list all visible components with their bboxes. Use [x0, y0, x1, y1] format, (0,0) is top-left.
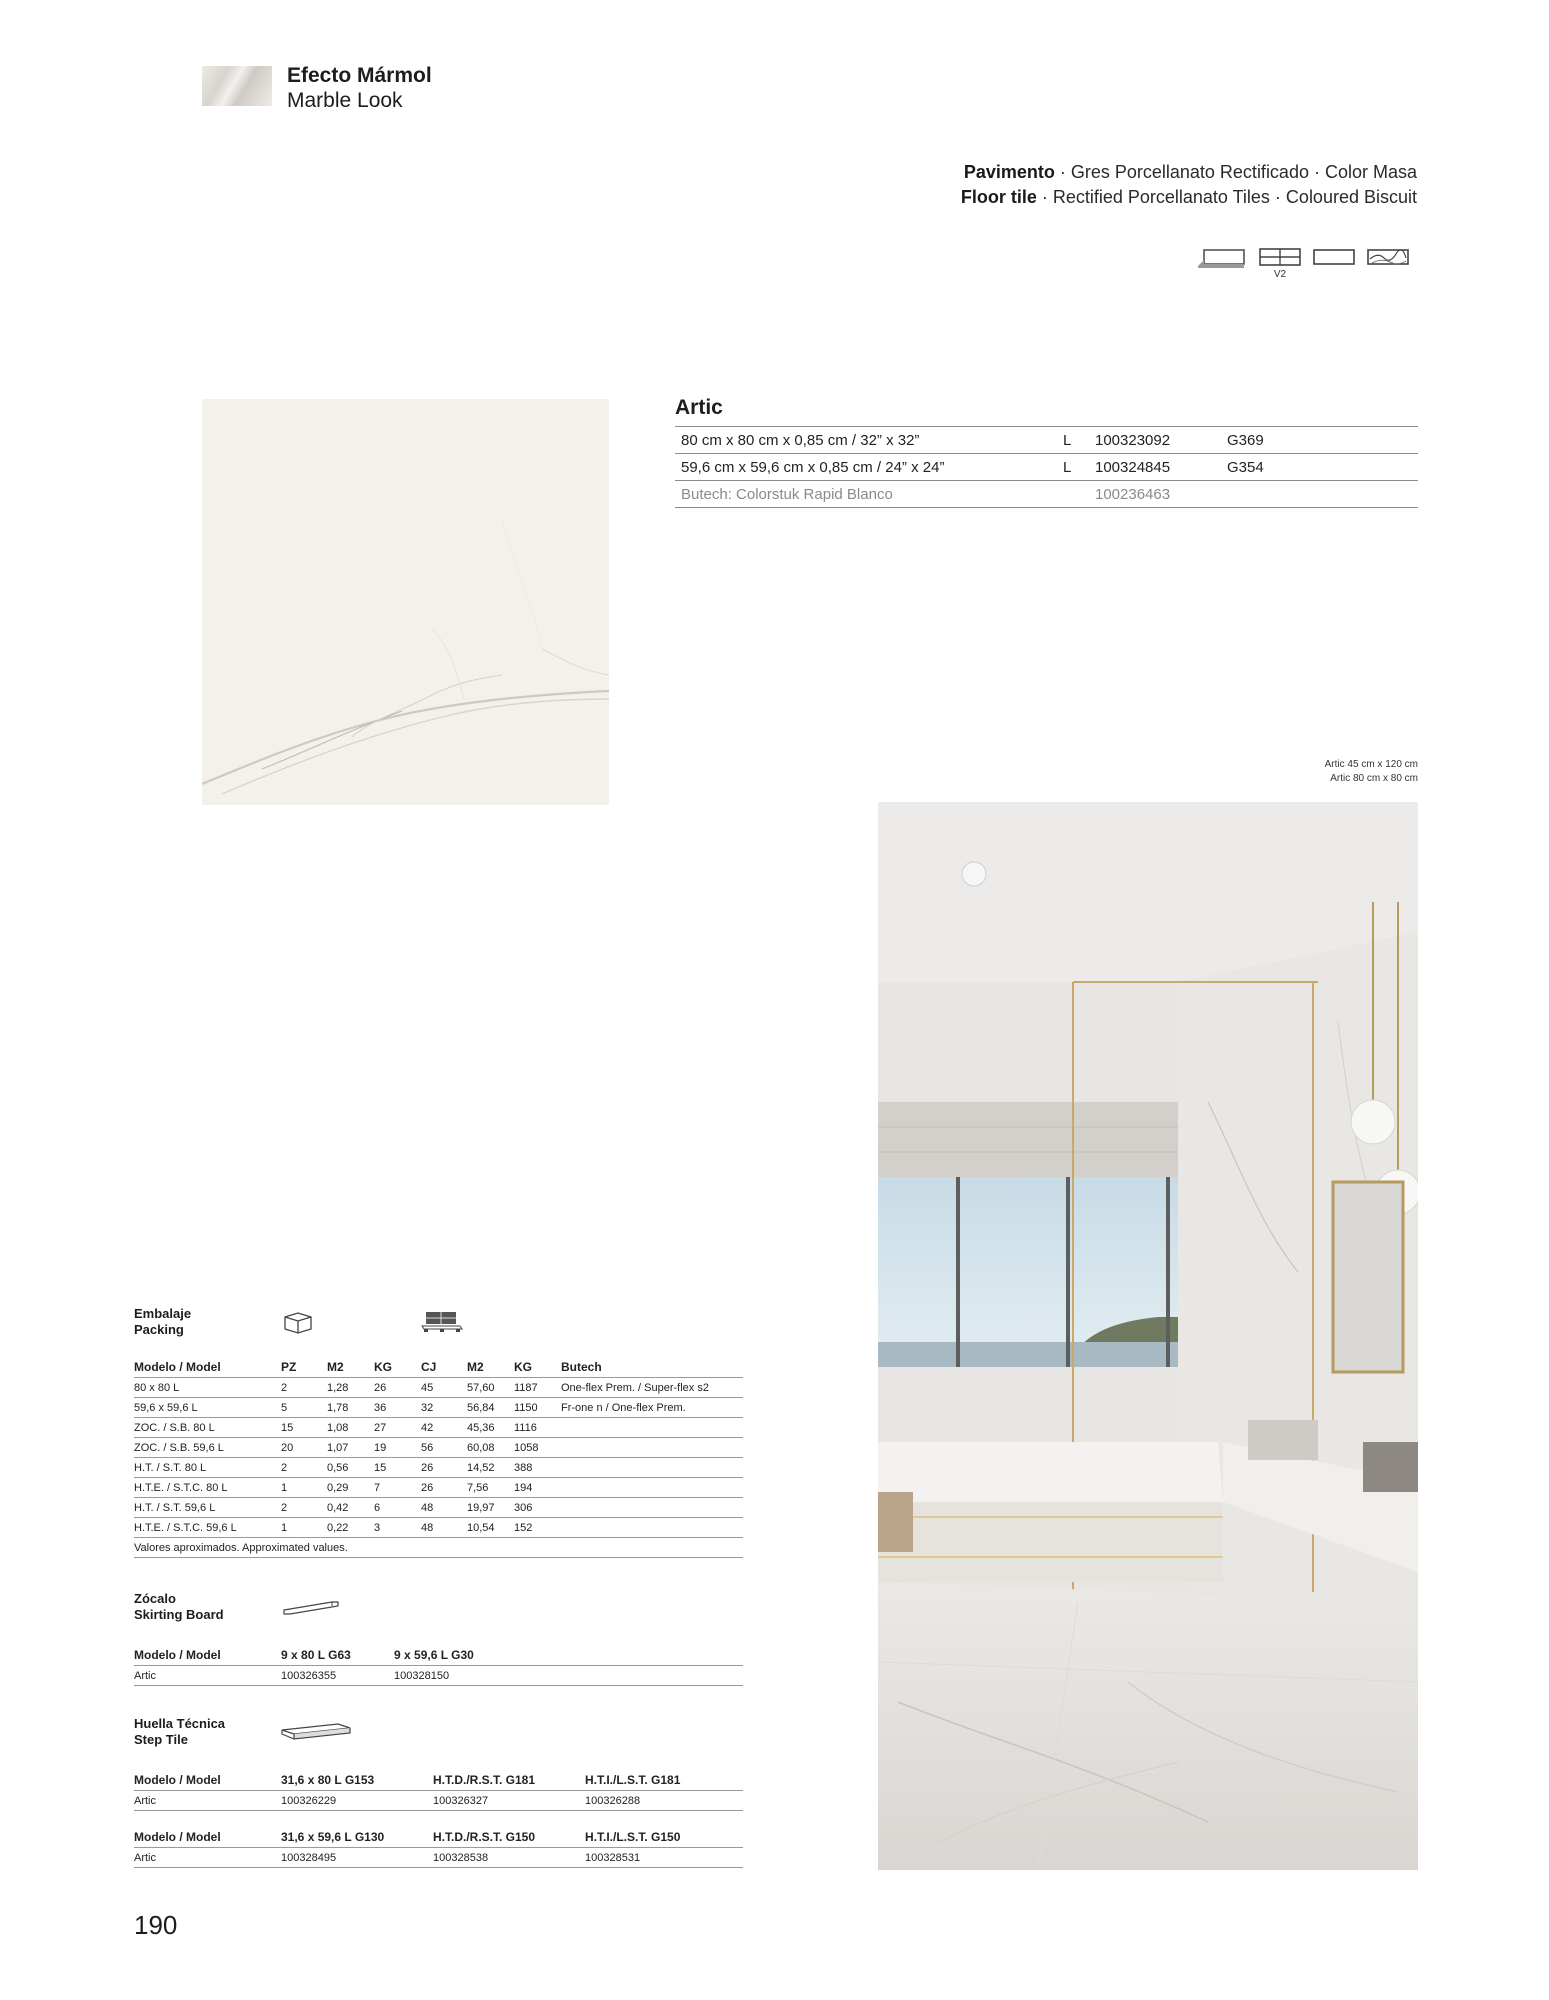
value-cell: 56,84: [467, 1398, 514, 1418]
value-cell: 42: [421, 1418, 467, 1438]
table-row: [134, 1378, 743, 1398]
value-cell: 2: [281, 1458, 327, 1478]
value-cell: 57,60: [467, 1378, 514, 1398]
format-code: 100323092: [1089, 427, 1221, 454]
value-cell: 1116: [514, 1418, 561, 1438]
value-cell: [561, 1418, 743, 1438]
col-header: H.T.D./R.S.T. G150: [433, 1830, 536, 1844]
table-row: [134, 1418, 743, 1438]
value-cell: 15: [374, 1458, 421, 1478]
value-cell: 1058: [514, 1438, 561, 1458]
col-header: KG: [374, 1360, 392, 1374]
step-tile-table-59: [134, 1827, 743, 1868]
value-cell: 56: [421, 1438, 467, 1458]
table-row: [134, 1791, 743, 1811]
value-cell: 32: [421, 1398, 467, 1418]
value-cell: 60,08: [467, 1438, 514, 1458]
table-row: [675, 427, 1418, 454]
value-cell: [561, 1438, 743, 1458]
format-group: [1221, 481, 1418, 508]
step-tile-table-80: [134, 1770, 743, 1811]
value-cell: 2: [281, 1498, 327, 1518]
section-title: [287, 63, 432, 113]
packing-label: [134, 1306, 191, 1338]
skirting-table: [134, 1645, 743, 1686]
col-header: H.T.I./L.S.T. G150: [585, 1830, 681, 1844]
step-tile-label-en: Step Tile: [134, 1732, 188, 1747]
box-icon: [282, 1310, 314, 1334]
value-cell: 3: [374, 1518, 421, 1538]
photo-caption-line: Artic 80 cm x 80 cm: [1330, 773, 1418, 784]
col-header: PZ: [281, 1360, 297, 1374]
value-cell: 1: [281, 1518, 327, 1538]
table-header-row: [134, 1357, 743, 1378]
skirting-label-es: Zócalo: [134, 1591, 176, 1606]
value-cell: One-flex Prem. / Super-flex s2: [561, 1378, 743, 1398]
value-cell: 1,07: [327, 1438, 374, 1458]
table-header-row: [134, 1770, 743, 1791]
model-cell: Artic: [134, 1848, 281, 1868]
grout-product: Butech: Colorstuk Rapid Blanco: [675, 481, 1057, 508]
pallet-icon: [420, 1308, 464, 1334]
grout-code: 100236463: [1089, 481, 1221, 508]
section-title-en: Marble Look: [287, 89, 403, 112]
value-cell: 1150: [514, 1398, 561, 1418]
photo-caption-line: Artic 45 cm x 120 cm: [1324, 759, 1418, 770]
model-cell: Artic: [134, 1791, 281, 1811]
code-cell: 100328531: [585, 1848, 743, 1868]
format-finish: [1057, 481, 1089, 508]
approx-values-note: Valores aproximados. Approximated values.: [134, 1538, 743, 1558]
product-format-table: [675, 426, 1418, 508]
code-cell: 100328150: [394, 1666, 743, 1686]
col-header: Modelo / Model: [134, 1648, 221, 1662]
format-group: G369: [1221, 427, 1418, 454]
value-cell: 152: [514, 1518, 561, 1538]
table-row: [134, 1848, 743, 1868]
product-title: Artic: [675, 396, 723, 419]
table-row: [134, 1458, 743, 1478]
col-header: M2: [467, 1360, 484, 1374]
model-cell: H.T. / S.T. 80 L: [134, 1458, 281, 1478]
col-header: 9 x 59,6 L G30: [394, 1648, 474, 1662]
table-row: [134, 1666, 743, 1686]
value-cell: 1,78: [327, 1398, 374, 1418]
col-header: M2: [327, 1360, 344, 1374]
model-cell: ZOC. / S.B. 59,6 L: [134, 1438, 281, 1458]
model-cell: 80 x 80 L: [134, 1378, 281, 1398]
packing-label-en: Packing: [134, 1322, 184, 1337]
value-cell: 10,54: [467, 1518, 514, 1538]
col-header: CJ: [421, 1360, 437, 1374]
table-row: [134, 1498, 743, 1518]
value-cell: [561, 1498, 743, 1518]
format-size: 59,6 cm x 59,6 cm x 0,85 cm / 24” x 24”: [675, 454, 1057, 481]
value-cell: 15: [281, 1418, 327, 1438]
table-row: [134, 1398, 743, 1418]
rectified-edge-icon: [1198, 250, 1244, 268]
value-cell: 45,36: [467, 1418, 514, 1438]
col-header: 9 x 80 L G63: [281, 1648, 351, 1662]
value-cell: 5: [281, 1398, 327, 1418]
value-cell: 45: [421, 1378, 467, 1398]
model-cell: Artic: [134, 1666, 281, 1686]
marble-veining-icon: [1368, 250, 1408, 264]
model-cell: ZOC. / S.B. 80 L: [134, 1418, 281, 1438]
value-cell: 1,08: [327, 1418, 374, 1438]
model-cell: H.T. / S.T. 59,6 L: [134, 1498, 281, 1518]
table-row: [134, 1438, 743, 1458]
value-cell: 26: [374, 1378, 421, 1398]
model-cell: H.T.E. / S.T.C. 80 L: [134, 1478, 281, 1498]
floor-desc-bold-en: Floor tile: [960, 187, 1037, 207]
format-size: 80 cm x 80 cm x 0,85 cm / 32” x 32”: [675, 427, 1057, 454]
floor-tile-description: [961, 160, 1417, 210]
model-cell: 59,6 x 59,6 L: [134, 1398, 281, 1418]
value-cell: 7: [374, 1478, 421, 1498]
col-header: H.T.D./R.S.T. G181: [433, 1773, 536, 1787]
packing-body: [134, 1378, 743, 1538]
table-header-row: [134, 1827, 743, 1848]
value-cell: 19: [374, 1438, 421, 1458]
col-header: 31,6 x 80 L G153: [281, 1773, 375, 1787]
value-cell: 7,56: [467, 1478, 514, 1498]
value-cell: 26: [421, 1458, 467, 1478]
code-cell: 100326288: [585, 1791, 743, 1811]
value-cell: 19,97: [467, 1498, 514, 1518]
code-cell: 100328538: [433, 1848, 585, 1868]
col-header: Modelo / Model: [134, 1830, 221, 1844]
col-header: Modelo / Model: [134, 1360, 221, 1374]
through-body-icon: [1314, 250, 1354, 264]
skirting-board-icon: [282, 1598, 340, 1616]
value-cell: 0,56: [327, 1458, 374, 1478]
value-cell: 6: [374, 1498, 421, 1518]
step-tile-label-es: Huella Técnica: [134, 1716, 226, 1731]
col-header: H.T.I./L.S.T. G181: [585, 1773, 681, 1787]
format-finish: L: [1057, 454, 1089, 481]
code-cell: 100326355: [281, 1666, 394, 1686]
format-finish: L: [1057, 427, 1089, 454]
page-number: 190: [134, 1910, 178, 1940]
value-cell: 27: [374, 1418, 421, 1438]
value-cell: 14,52: [467, 1458, 514, 1478]
section-title-es: Efecto Mármol: [287, 64, 432, 87]
value-cell: 0,29: [327, 1478, 374, 1498]
marble-swatch-thumbnail: [202, 66, 272, 106]
col-header: KG: [514, 1360, 532, 1374]
value-cell: 36: [374, 1398, 421, 1418]
col-header: 31,6 x 59,6 L G130: [281, 1830, 385, 1844]
value-cell: [561, 1458, 743, 1478]
table-row: [675, 481, 1418, 508]
value-cell: Fr-one n / One-flex Prem.: [561, 1398, 743, 1418]
model-cell: H.T.E. / S.T.C. 59,6 L: [134, 1518, 281, 1538]
table-row: [134, 1518, 743, 1538]
photo-caption: [1325, 758, 1418, 786]
value-cell: [561, 1478, 743, 1498]
table-row: [134, 1478, 743, 1498]
value-cell: 0,22: [327, 1518, 374, 1538]
step-tile-label: [134, 1716, 225, 1748]
packing-label-es: Embalaje: [134, 1306, 192, 1321]
floor-desc-rest-es: · Gres Porcellanato Rectificado · Color Masa: [1054, 162, 1417, 182]
format-group: G354: [1221, 454, 1418, 481]
floor-desc-line-en: [961, 185, 1417, 210]
table-note-row: [134, 1538, 743, 1558]
format-code: 100324845: [1089, 454, 1221, 481]
tile-properties-icons: [1198, 246, 1423, 282]
step-tile-icon: [280, 1722, 352, 1742]
value-cell: 1187: [514, 1378, 561, 1398]
value-cell: 306: [514, 1498, 561, 1518]
value-cell: 2: [281, 1378, 327, 1398]
value-cell: 388: [514, 1458, 561, 1478]
skirting-label: [134, 1591, 224, 1623]
floor-desc-rest-en: · Rectified Porcellanato Tiles · Coloured Biscuit: [1036, 187, 1417, 207]
skirting-label-en: Skirting Board: [134, 1607, 224, 1622]
col-header: Modelo / Model: [134, 1773, 221, 1787]
value-cell: 48: [421, 1498, 467, 1518]
value-cell: 1,28: [327, 1378, 374, 1398]
v2-label: V2: [1273, 269, 1287, 280]
value-cell: 20: [281, 1438, 327, 1458]
code-cell: 100326229: [281, 1791, 433, 1811]
value-cell: 194: [514, 1478, 561, 1498]
v2-variation-icon: [1260, 249, 1300, 280]
table-row: [675, 454, 1418, 481]
floor-desc-bold-es: Pavimento: [963, 162, 1055, 182]
table-header-row: [134, 1645, 743, 1666]
code-cell: 100326327: [433, 1791, 585, 1811]
value-cell: 26: [421, 1478, 467, 1498]
col-header: Butech: [561, 1360, 602, 1374]
packing-table: [134, 1357, 743, 1558]
value-cell: 48: [421, 1518, 467, 1538]
value-cell: 1: [281, 1478, 327, 1498]
artic-tile-sample-image: [202, 399, 609, 805]
value-cell: [561, 1518, 743, 1538]
bathroom-photo: [878, 802, 1418, 1870]
code-cell: 100328495: [281, 1848, 433, 1868]
floor-desc-line-es: [961, 160, 1417, 185]
value-cell: 0,42: [327, 1498, 374, 1518]
